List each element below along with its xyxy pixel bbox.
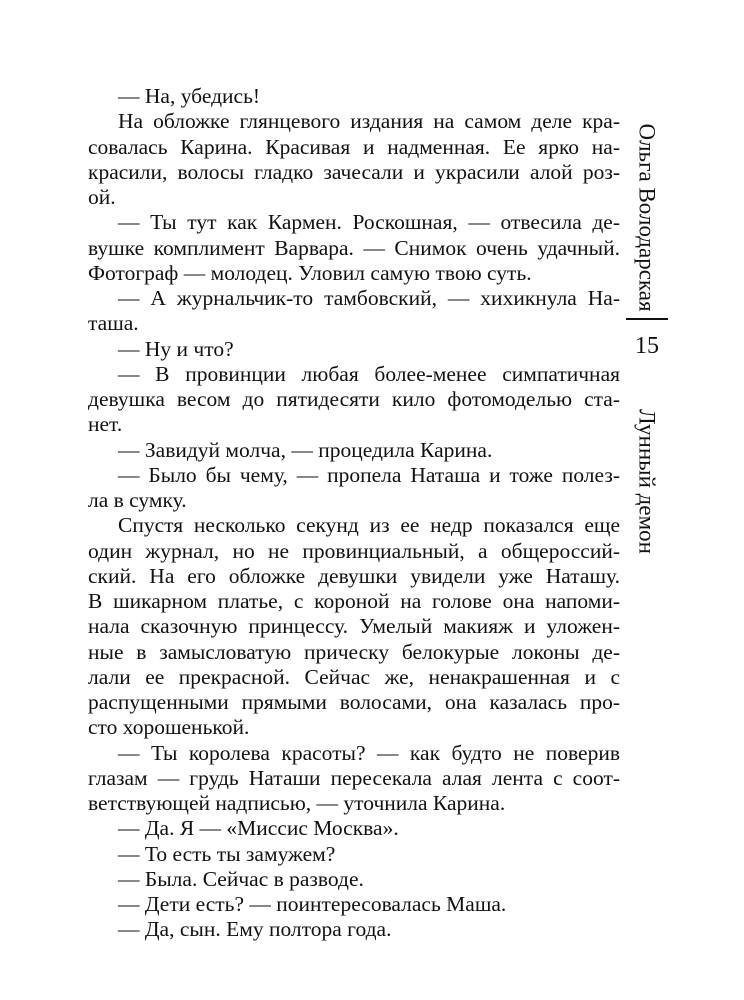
text-line: — В провинции любая более-менее симпатичная (118, 361, 620, 386)
text-line: лали ее прекрасной. Сейчас же, ненакрашенная и с (88, 664, 620, 689)
body-text (88, 84, 620, 943)
text-line: — Да. Я — «Миссис Москва». (118, 816, 399, 841)
text-line: красили, волосы гладко зачесали и украсили алой роз- (88, 159, 620, 184)
text-line: один журнал, но не провинциальный, а общероссий- (88, 538, 620, 563)
text-line: — А журнальчик-то тамбовский, — хихикнула На- (118, 286, 620, 310)
text-line: — То есть ты замужем? (118, 841, 336, 866)
text-line: таша. (88, 311, 139, 336)
author-name: Ольга Володарская (634, 123, 660, 312)
text-line: — Ты тут как Кармен. Роскошная, — отвесила де- (118, 210, 620, 235)
text-line: В шикарном платье, с короной на голове она напоми- (88, 589, 620, 613)
text-line: ский. На его обложке девушки увидели уже Наташу. (88, 563, 620, 588)
text-line: ла в сумку. (88, 488, 187, 512)
text-line: Спустя несколько секунд из ее недр показался еще (118, 513, 620, 538)
text-line: нет. (88, 412, 123, 437)
text-line: ветствующей надписью, — уточнила Карина. (88, 791, 506, 815)
text-line: нала сказочную принцессу. Умелый макияж и уложен- (88, 614, 620, 639)
text-line: Фотограф — молодец. Уловил самую твою суть. (88, 260, 532, 285)
text-line: девушка весом до пятидесяти кило фотомоделью ста- (88, 387, 620, 411)
text-line: — На, убедись! (118, 84, 261, 108)
divider (626, 318, 668, 320)
text-line: На обложке глянцевого издания на самом деле кра- (118, 109, 620, 134)
page-number: 15 (635, 333, 659, 359)
text-line: — Было бы чему, — пропела Наташа и тоже полез- (118, 462, 620, 487)
text-line: сто хорошенькой. (88, 715, 250, 740)
text-line: ные в замысловатую прическу белокурые локоны де- (88, 639, 620, 664)
text-line: ой. (88, 185, 116, 209)
text-line: — Ты королева красоты? — как будто не поверив (118, 740, 620, 765)
text-line: — Завидуй молча, — процедила Карина. (118, 437, 493, 462)
text-line: распущенными прямыми волосами, она казалась про- (88, 690, 620, 714)
text-line: — Была. Сейчас в разводе. (118, 866, 364, 891)
text-line: вушке комплимент Варвара. — Снимок очень удачный. (88, 235, 620, 260)
text-line: — Ну и что? (118, 336, 234, 361)
text-line: глазам — грудь Наташи пересекала алая лента с соот- (88, 765, 620, 790)
text-line: совалась Карина. Красивая и надменная. Ее ярко на- (88, 134, 620, 159)
text-line: — Да, сын. Ему полтора года. (118, 917, 392, 942)
text-line: — Дети есть? — поинтересовалась Маша. (118, 892, 507, 916)
running-head (620, 100, 674, 554)
book-title: Лунный демон (634, 409, 660, 554)
